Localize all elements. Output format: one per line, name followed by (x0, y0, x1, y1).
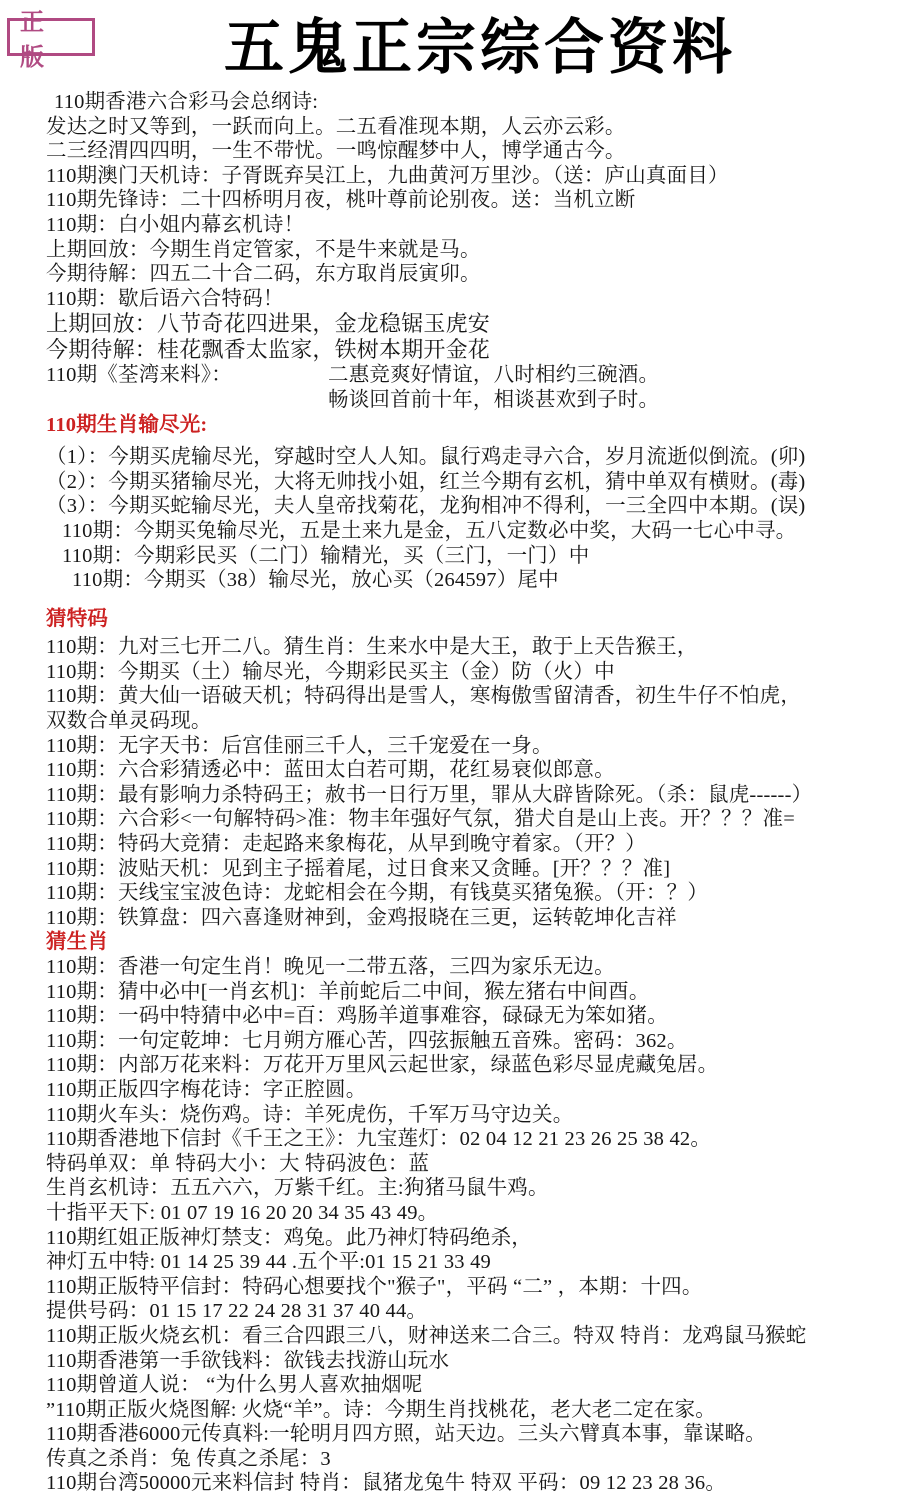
text-line: （1）：今期买虎输尽光，穿越时空人人知。鼠行鸡走寻六合，岁月流逝似倒流。(卯) (46, 446, 806, 469)
text-line: 110期：铁算盘：四六喜逢财神到，金鸡报晓在三更，运转乾坤化吉祥 (46, 906, 677, 929)
text-line: 上期回放：八节奇花四进果，金龙稳锯玉虎安 (46, 311, 491, 337)
column-left-label: 110期《荃湾来料》： (46, 364, 232, 387)
text-line: 110期香港第一手欲钱料：欲钱去找游山玩水 (46, 1349, 450, 1372)
text-line: 传真之杀肖：兔 传真之杀尾：3 (46, 1447, 331, 1470)
text-line: 发达之时又等到，一跃而向上。二五看准现本期，人云亦云彩。 (46, 115, 626, 138)
text-line: 今期待解：四五二十合二码，东方取肖辰寅卯。 (46, 263, 481, 286)
text-line: 110期：波贴天机：见到主子摇着尾，过日食来又贪睡。[开？？？准] (46, 857, 671, 880)
text-line: 110期澳门天机诗：子胥既弃吴江上，九曲黄河万里沙。（送：庐山真面目） (46, 164, 729, 187)
text-line: 110期：今期彩民买（二门）输精光，买（三门，一门）中 (62, 544, 590, 567)
poem-line: 二惠竞爽好情谊，八时相约三碗酒。 (328, 364, 660, 387)
text-line: 110期：九对三七开二八。猜生肖：生来水中是大王，敢于上天告猴王， (46, 636, 698, 659)
text-line: 十指平天下: 01 07 19 16 20 20 34 35 43 49。 (46, 1201, 439, 1224)
text-line: 110期正版火烧玄机：看三合四跟三八，财神送来二合三。特双 特肖：龙鸡鼠马猴蛇 (46, 1324, 807, 1347)
text-line: 110期正版四字梅花诗：字正腔圆。 (46, 1078, 367, 1101)
column-right-poem (328, 363, 894, 412)
text-line: 提供号码：01 15 17 22 24 28 31 37 40 44。 (46, 1300, 428, 1323)
page-title: 五鬼正宗综合资料 (224, 15, 736, 81)
text-line: 110期红姐正版神灯禁支：鸡兔。此乃神灯特码绝杀， (46, 1226, 532, 1249)
text-line: （3）：今期买蛇输尽光，夫人皇帝找菊花，龙狗相冲不得利，一三全四中本期。(误) (46, 495, 806, 518)
text-line: 二三经渭四四明，一生不带忧。一鸣惊醒梦中人，博学通古今。 (46, 140, 626, 163)
text-line: 110期火车头：烧伤鸡。诗：羊死虎伤，千军万马守边关。 (46, 1103, 574, 1126)
text-line: 110期：香港一句定生肖！晚见一二带五落，三四为家乐无边。 (46, 956, 615, 978)
text-line: （2）：今期买猪输尽光，大将无帅找小姐，红兰今期有玄机，猜中单双有横财。(毒) (46, 470, 806, 493)
text-line: 110期：今期买（38）输尽光，放心买（264597）尾中 (72, 569, 559, 592)
text-line: 110期先锋诗：二十四桥明月夜，桃叶尊前论别夜。送：当机立断 (46, 189, 636, 212)
text-line: 生肖玄机诗：五五六六，万紫千红。主:狗猪马鼠牛鸡。 (46, 1177, 549, 1200)
text-line: 110期香港地下信封《千王之王》：九宝莲灯：02 04 12 21 23 26 25 38 42。 (46, 1128, 712, 1151)
text-line: 110期：特码大竞猜：走起路来象梅花，从早到晚守着家。（开？） (46, 833, 646, 856)
text-line: 110期台湾50000元来料信封 特肖：鼠猪龙兔牛 特双 平码：09 12 23 28 36。 (46, 1472, 727, 1495)
section-heading: 猜特码 (46, 607, 109, 630)
poem-line: 畅谈回首前十年，相谈甚欢到子时。 (328, 388, 660, 411)
section-heading: 猜生肖 (46, 931, 109, 954)
text-line: 110期：今期买（土）输尽光，今期彩民买主（金）防（火）中 (46, 660, 615, 683)
text-line: 110期香港6000元传真料:一轮明月四方照，站天边。三头六臂真本事，靠谋略。 (46, 1423, 766, 1446)
text-line: ”110期正版火烧图解: 火烧“羊”。诗：今期生肖找桃花，老大老二定在家。 (46, 1398, 717, 1421)
section-heading: 110期生肖输尽光: (46, 413, 208, 436)
text-line: 今期待解：桂花飘香太监家，铁树本期开金花 (46, 337, 491, 363)
text-line: 110期香港六合彩马会总纲诗: (54, 91, 319, 113)
text-line: 110期：天线宝宝波色诗：龙蛇相会在今期，有钱莫买猪兔猴。（开：？） (46, 882, 709, 905)
text-line: 神灯五中特: 01 14 25 39 44 .五个平:01 15 21 33 49 (46, 1251, 491, 1274)
content (0, 90, 900, 1496)
text-line: 双数合单灵码现。 (46, 710, 212, 733)
text-line: 110期：黄大仙一语破天机；特码得出是雪人，寒梅傲雪留清香，初生牛仔不怕虎， (46, 685, 802, 708)
text-line: 110期：内部万花来料：万花开万里风云起世家，绿蓝色彩尽显虎藏兔居。 (46, 1054, 719, 1077)
text-line: 特码单双：单 特码大小：大 特码波色：蓝 (46, 1152, 430, 1175)
text-line: 110期：六合彩猜透必中：蓝田太白若可期，花红易衰似郎意。 (46, 759, 615, 782)
authentic-badge: 正 版 (7, 18, 95, 56)
text-line: 110期曾道人说： “为什么男人喜欢抽烟呢 (46, 1374, 423, 1397)
text-line: 上期回放：今期生肖定管家，不是牛来就是马。 (46, 238, 481, 261)
text-line: 110期：今期买兔输尽光，五是土来九是金，五八定数必中奖，大码一七心中寻。 (62, 519, 797, 542)
text-line: 110期：无字天书：后宫佳丽三千人，三千宠爱在一身。 (46, 734, 553, 757)
text-line: 110期正版特平信封：特码心想要找个"猴子"，平码 “二” ，本期：十四。 (46, 1275, 703, 1298)
two-column-line (46, 363, 894, 412)
text-line: 110期：歇后语六合特码！ (46, 287, 284, 310)
text-line: 110期：六合彩<一句解特码>准：物丰年强好气氛，猎犬自是山上丧。开？？？准= (46, 808, 795, 831)
text-line: 110期：一码中特猜中必中=百：鸡肠羊道事难容，碌碌无为笨如猪。 (46, 1005, 668, 1028)
text-line: 110期：一句定乾坤：七月朔方雁心苦，四弦振触五音殊。密码：362。 (46, 1029, 688, 1052)
text-line: 110期：白小姐内幕玄机诗！ (46, 213, 305, 236)
text-line: 110期：最有影响力杀特码王；赦书一日行万里，罪从大辟皆除死。（杀：鼠虎------） (46, 783, 813, 806)
text-line: 110期：猜中必中[一肖玄机]：羊前蛇后二中间，猴左猪右中间酉。 (46, 980, 650, 1003)
